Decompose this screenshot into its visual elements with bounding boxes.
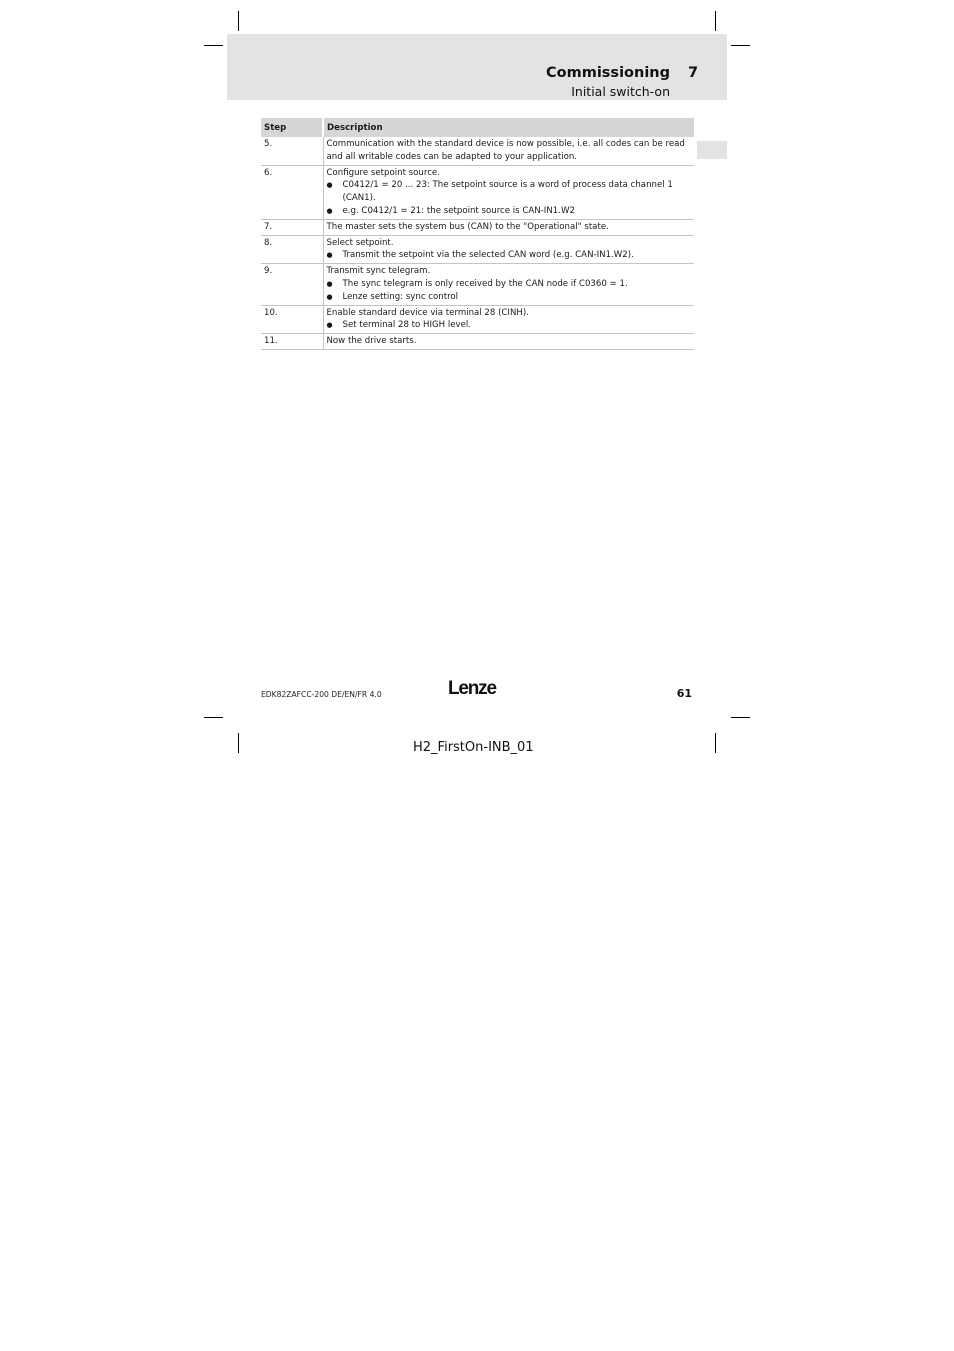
crop-mark [238, 11, 239, 31]
description-text: Now the drive starts. [326, 336, 417, 347]
table-row [261, 235, 694, 264]
bullet-item: ● e.g. C0412/1 = 21: the setpoint source is CAN-IN1.W2 [327, 205, 692, 218]
section-subtitle: Initial switch-on [571, 84, 670, 99]
step-description [323, 165, 694, 219]
document-id: EDK82ZAFCC-200 DE/EN/FR 4.0 [261, 690, 382, 699]
step-number: 11. [261, 334, 323, 350]
description-text: The master sets the system bus (CAN) to the "Operational" state. [326, 221, 609, 232]
crop-mark [715, 11, 716, 31]
crop-mark [731, 717, 750, 718]
step-number: 9. [261, 264, 323, 305]
crop-mark [731, 45, 750, 46]
description-text: Select setpoint. [326, 237, 394, 248]
description-text: Communication with the standard device is now possible, i.e. all codes can be read and all writable codes can be adapted to your application. [326, 139, 685, 162]
description-text: Enable standard device via terminal 28 (CINH). [326, 307, 529, 318]
side-tab-marker [697, 141, 727, 159]
step-description [323, 235, 694, 264]
crop-mark [204, 717, 223, 718]
column-header-step: Step [261, 118, 323, 137]
page-number: 61 [676, 687, 692, 700]
step-description [323, 137, 694, 165]
bullet-item: ● Set terminal 28 to HIGH level. [327, 319, 692, 332]
bullet-item: ● The sync telegram is only received by the CAN node if C0360 = 1. [327, 278, 692, 291]
description-text: Transmit sync telegram. [326, 266, 431, 277]
description-text: Configure setpoint source. [326, 167, 440, 178]
chapter-title: Commissioning [546, 65, 670, 81]
file-label: H2_FirstOn-INB_01 [413, 740, 534, 755]
step-number: 10. [261, 305, 323, 334]
table-header-row [261, 118, 694, 137]
step-description [323, 219, 694, 235]
lenze-logo: Lenze [448, 678, 496, 699]
bullet-item: ● Transmit the setpoint via the selected CAN word (e.g. CAN-IN1.W2). [327, 249, 692, 262]
chapter-number: 7 [688, 65, 699, 81]
table-row [261, 137, 694, 165]
crop-mark [715, 733, 716, 753]
crop-mark [238, 733, 239, 753]
table-row [261, 305, 694, 334]
bullet-item: ● C0412/1 = 20 ... 23: The setpoint source is a word of process data channel 1 (CAN1). [327, 179, 692, 205]
step-description [323, 264, 694, 305]
step-number: 8. [261, 235, 323, 264]
table-row [261, 334, 694, 350]
bullet-item: ● Lenze setting: sync control [327, 291, 692, 304]
step-description [323, 334, 694, 350]
table-row [261, 219, 694, 235]
step-number: 7. [261, 219, 323, 235]
step-number: 6. [261, 165, 323, 219]
step-description [323, 305, 694, 334]
column-header-description: Description [323, 118, 694, 137]
crop-mark [204, 45, 223, 46]
table-row [261, 264, 694, 305]
table-row [261, 165, 694, 219]
step-number: 5. [261, 137, 323, 165]
steps-table [261, 118, 694, 350]
